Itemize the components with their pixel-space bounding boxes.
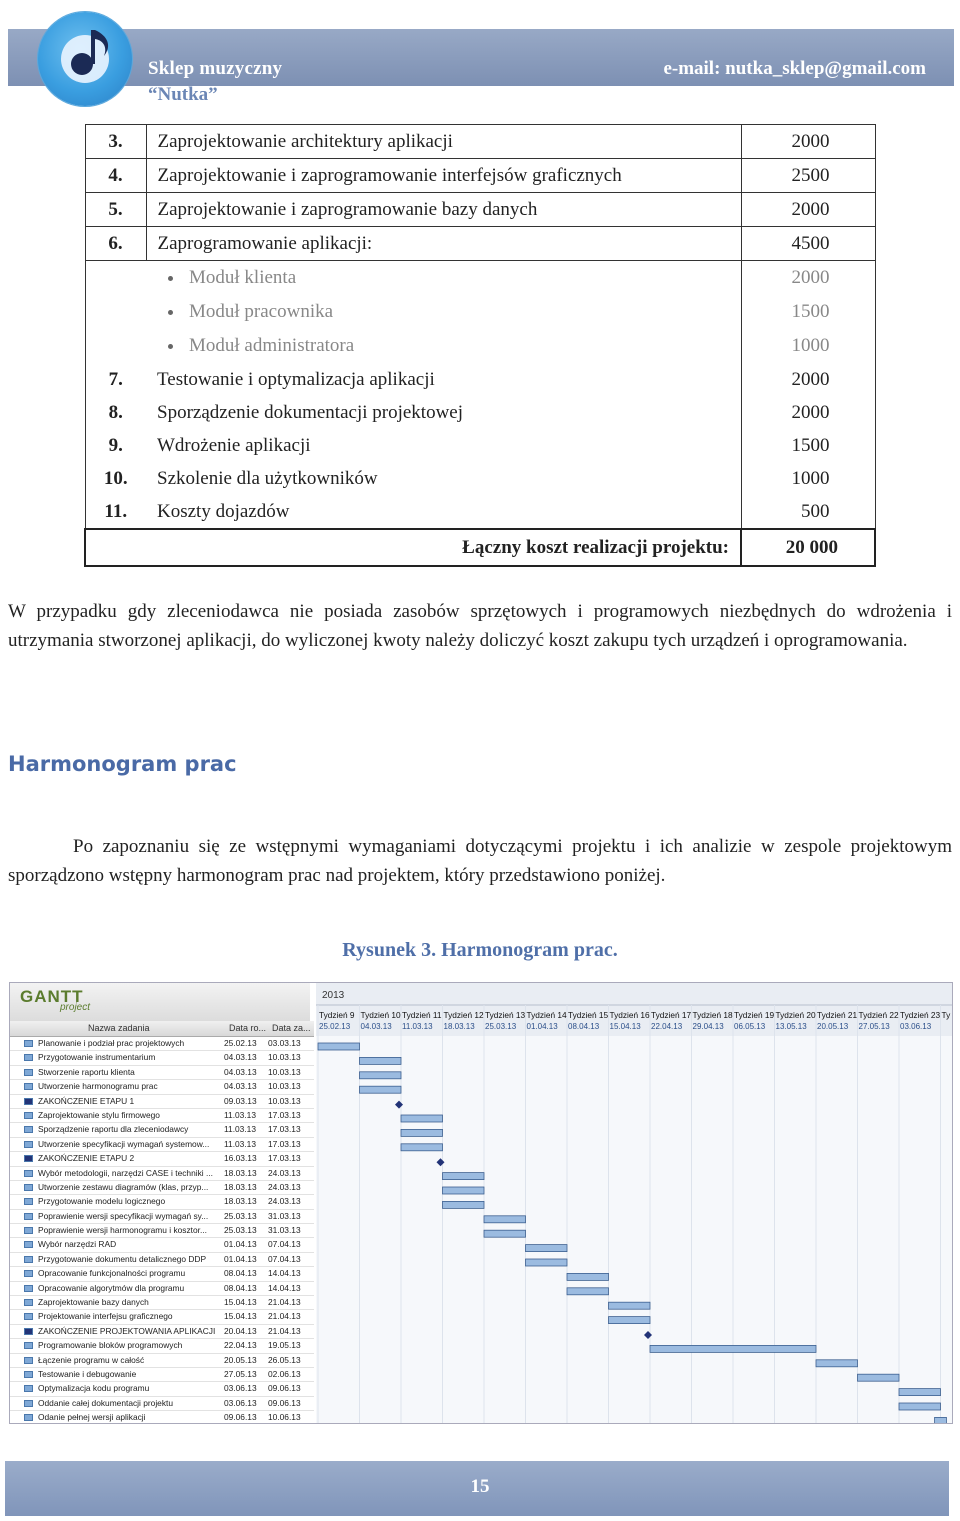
task-icon: [24, 1054, 33, 1061]
task-bar: [401, 1115, 443, 1122]
task-bar: [526, 1245, 568, 1252]
task-start: 20.05.13: [224, 1354, 257, 1365]
gantt-task-row[interactable]: [10, 1310, 314, 1324]
task-start: 25.03.13: [224, 1210, 257, 1221]
task-bar: [484, 1230, 526, 1237]
subrow-description: [146, 261, 741, 296]
task-bar: [360, 1057, 402, 1064]
row-number: 9.: [85, 429, 146, 462]
gantt-task-row[interactable]: [10, 1238, 314, 1252]
task-icon: [24, 1313, 33, 1320]
task-icon: [24, 1083, 33, 1090]
gantt-task-row[interactable]: [10, 1210, 314, 1224]
task-end: 19.05.13: [268, 1340, 301, 1351]
row-value: 1000: [741, 462, 875, 495]
task-name: Planowanie i podział prac projektowych: [38, 1038, 185, 1048]
cost-row: [85, 193, 875, 227]
row-value: 4500: [741, 227, 875, 261]
total-row: [85, 529, 875, 566]
week-label: Tydzień 18: [692, 1010, 733, 1020]
task-icon: [24, 1342, 33, 1349]
task-end: 10.03.13: [268, 1052, 301, 1063]
task-icon: [24, 1299, 33, 1306]
week-label: Tydzień 23: [900, 1010, 941, 1020]
task-bar: [899, 1403, 941, 1410]
task-icon: [24, 1400, 33, 1407]
task-icon: [24, 1213, 33, 1220]
gantt-logo-sub: project: [60, 1002, 91, 1013]
cost-row: [85, 429, 875, 462]
task-icon: [24, 1256, 33, 1263]
music-note-icon: [38, 12, 132, 106]
task-end: 10.03.13: [268, 1081, 301, 1092]
task-end: 17.03.13: [268, 1138, 301, 1149]
cost-subrow: [85, 295, 875, 329]
task-start: 03.06.13: [224, 1383, 257, 1394]
task-bar: [609, 1302, 651, 1309]
task-start: 08.04.13: [224, 1268, 257, 1279]
gantt-task-row[interactable]: [10, 1296, 314, 1310]
task-start: 18.03.13: [224, 1196, 257, 1207]
week-label: Tydzień 11: [402, 1010, 442, 1020]
row-description: Wdrożenie aplikacji: [146, 429, 741, 462]
col-name-header: Nazwa zadania: [88, 1023, 150, 1033]
task-start: 04.03.13: [224, 1081, 257, 1092]
subrow-value: 2000: [741, 261, 875, 296]
task-start: 09.06.13: [224, 1412, 257, 1423]
task-icon: [24, 1357, 33, 1364]
task-start: 04.03.13: [224, 1052, 257, 1063]
gantt-task-row[interactable]: [10, 1325, 314, 1339]
row-description: Zaprojektowanie i zaprogramowanie bazy danych: [146, 193, 741, 227]
week-date: 25.02.13: [319, 1022, 351, 1031]
task-bar: [899, 1389, 941, 1396]
week-label: Tydzień 20: [775, 1010, 816, 1020]
week-date: 20.05.13: [817, 1022, 849, 1031]
gantt-task-row[interactable]: [10, 1181, 314, 1195]
task-icon: [24, 1414, 33, 1421]
task-name: Poprawienie wersji specyfikacji wymagań sy...: [38, 1210, 209, 1221]
task-start: 27.05.13: [224, 1368, 257, 1379]
cost-row: [85, 227, 875, 261]
paragraph-schedule: Po zapoznaniu się ze wstępnymi wymaganiami dotyczącymi projektu i ich analizie w zespole projektowym sporządzono wstępny harmonogram prac nad projektem, który przedstawiono poniżej.: [8, 836, 952, 886]
gantt-task-row[interactable]: [10, 1354, 314, 1368]
task-icon: [24, 1141, 33, 1148]
subrow-label: Moduł administratora: [189, 335, 355, 356]
week-label: Tydzień 22: [858, 1010, 899, 1020]
subrow-empty: [85, 261, 146, 296]
week-date: 01.04.13: [526, 1022, 558, 1031]
row-description: Testowanie i optymalizacja aplikacji: [146, 363, 741, 396]
task-start: 25.03.13: [224, 1225, 257, 1236]
bullet-icon: [168, 344, 173, 349]
task-icon: [24, 1285, 33, 1292]
subrow-label: Moduł pracownika: [189, 301, 334, 322]
gantt-task-row[interactable]: [10, 1253, 314, 1267]
gantt-logo-text: GANTT: [20, 987, 84, 1006]
task-end: 10.06.13: [268, 1412, 301, 1423]
task-end: 21.04.13: [268, 1325, 301, 1336]
task-name: Optymalizacja kodu programu: [38, 1383, 150, 1394]
row-description: Zaprojektowanie i zaprogramowanie interfejsów graficznych: [146, 159, 741, 193]
week-label: Tydzień 14: [526, 1010, 567, 1020]
week-label: Tydzień 9: [319, 1010, 355, 1020]
gantt-task-row[interactable]: [10, 1411, 314, 1424]
task-end: 14.04.13: [268, 1268, 301, 1279]
week-label: Tydzień 17: [651, 1010, 692, 1020]
cost-row: [85, 159, 875, 193]
task-start: 01.04.13: [224, 1253, 257, 1264]
row-number: 6.: [85, 227, 146, 261]
task-start: 22.04.13: [224, 1340, 257, 1351]
task-bar: [443, 1187, 485, 1194]
row-value: 1500: [741, 429, 875, 462]
task-start: 08.04.13: [224, 1282, 257, 1293]
subrow-value: 1000: [741, 329, 875, 363]
task-start: 15.04.13: [224, 1297, 257, 1308]
week-label: Tydzień 15: [568, 1010, 609, 1020]
task-bar: [816, 1360, 858, 1367]
row-number: 7.: [85, 363, 146, 396]
week-date: 25.03.13: [485, 1022, 517, 1031]
cost-row: [85, 462, 875, 495]
task-icon: [24, 1184, 33, 1191]
gantt-task-row[interactable]: [10, 1267, 314, 1281]
cost-row: [85, 125, 875, 159]
week-date: 03.06.13: [900, 1022, 932, 1031]
task-start: 09.03.13: [224, 1095, 257, 1106]
row-number: 8.: [85, 396, 146, 429]
task-bar: [935, 1417, 947, 1423]
gantt-task-row[interactable]: [10, 1080, 314, 1094]
row-description: Zaprogramowanie aplikacji:: [146, 227, 741, 261]
task-start: 15.04.13: [224, 1311, 257, 1322]
week-date: 15.04.13: [609, 1022, 641, 1031]
task-end: 21.04.13: [268, 1311, 301, 1322]
task-name: Stworzenie raportu klienta: [38, 1066, 135, 1077]
task-end: 24.03.13: [268, 1167, 301, 1178]
week-date: 06.05.13: [734, 1022, 766, 1031]
task-name: ZAKOŃCZENIE ETAPU 1: [38, 1095, 135, 1106]
task-end: 17.03.13: [268, 1124, 301, 1135]
task-icon: [24, 1227, 33, 1234]
task-end: 31.03.13: [268, 1210, 301, 1221]
row-value: 2000: [741, 193, 875, 227]
gantt-task-row[interactable]: [10, 1095, 314, 1109]
row-number: 3.: [85, 125, 146, 159]
task-name: Utworzenie specyfikacji wymagań systemow...: [38, 1138, 210, 1149]
gantt-task-row[interactable]: [10, 1224, 314, 1238]
cost-subrow: [85, 261, 875, 296]
task-bar: [443, 1201, 485, 1208]
week-date: 29.04.13: [692, 1022, 724, 1031]
task-bar: [401, 1144, 443, 1151]
row-description: Zaprojektowanie architektury aplikacji: [146, 125, 741, 159]
row-value: 2000: [741, 125, 875, 159]
task-name: Opracowanie algorytmów dla programu: [38, 1282, 185, 1293]
milestone-marker: [437, 1158, 445, 1166]
task-name: Programowanie bloków programowych: [38, 1340, 183, 1351]
task-name: Testowanie i debugowanie: [38, 1368, 137, 1379]
task-name: Oddanie całej dokumentacji projektu: [38, 1397, 174, 1408]
task-end: 17.03.13: [268, 1109, 301, 1120]
task-icon: [24, 1069, 33, 1076]
task-name: Przygotowanie modelu logicznego: [38, 1196, 166, 1207]
task-name: Odanie pełnej wersji aplikacji: [38, 1412, 146, 1423]
task-bar: [443, 1173, 485, 1180]
gantt-task-row[interactable]: [10, 1123, 314, 1137]
milestone-marker: [395, 1101, 403, 1109]
week-label: Tydzień 16: [609, 1010, 650, 1020]
gantt-task-row[interactable]: [10, 1282, 314, 1296]
task-start: 11.03.13: [224, 1138, 256, 1149]
bullet-icon: [168, 310, 173, 315]
gantt-task-row[interactable]: [10, 1109, 314, 1123]
task-end: 02.06.13: [268, 1368, 301, 1379]
task-icon: [24, 1270, 33, 1277]
gantt-task-row[interactable]: [10, 1382, 314, 1396]
task-end: 10.03.13: [268, 1095, 301, 1106]
page-number: 15: [470, 1476, 490, 1497]
col-end-header: Data za...: [272, 1023, 311, 1033]
row-description: Sporządzenie dokumentacji projektowej: [146, 396, 741, 429]
gantt-timeline: [316, 983, 952, 1423]
task-start: 03.06.13: [224, 1397, 257, 1408]
cost-row: [85, 396, 875, 429]
week-date: 08.04.13: [568, 1022, 600, 1031]
gantt-task-header: [10, 1021, 314, 1037]
task-name: Utworzenie zestawu diagramów (klas, przyp...: [38, 1181, 209, 1192]
cost-subrow: [85, 329, 875, 363]
cost-table: [84, 124, 876, 567]
milestone-marker: [644, 1331, 652, 1339]
task-name: Wybór metodologii, narzędzi CASE i techniki ...: [38, 1167, 213, 1178]
row-number: 4.: [85, 159, 146, 193]
shop-email: e-mail: nutka_sklep@gmail.com: [663, 58, 926, 79]
task-start: 20.04.13: [224, 1325, 257, 1336]
task-bar: [360, 1072, 402, 1079]
task-bar: [401, 1129, 443, 1136]
task-name: Zaprojektowanie stylu firmowego: [38, 1109, 160, 1120]
row-value: 2500: [741, 159, 875, 193]
gantt-chart: [9, 982, 953, 1424]
row-value: 500: [741, 495, 875, 529]
paragraph-hardware: W przypadku gdy zleceniodawca nie posiada zasobów sprzętowych i programowych niezbędnych do wdrożenia i utrzymania stworzonej aplikacji, do wyliczonej kwoty należy doliczyć koszt zakupu tych urządzeń i oprogramowania.: [8, 601, 952, 651]
task-start: 04.03.13: [224, 1066, 257, 1077]
week-label: Tydzień 19: [734, 1010, 775, 1020]
task-icon: [24, 1371, 33, 1378]
task-end: 07.04.13: [268, 1239, 301, 1250]
task-icon: [24, 1385, 33, 1392]
week-label: Tydzień 12: [443, 1010, 484, 1020]
task-name: Utworzenie harmonogramu prac: [38, 1081, 158, 1092]
task-end: 24.03.13: [268, 1181, 301, 1192]
task-icon: [24, 1241, 33, 1248]
row-value: 2000: [741, 396, 875, 429]
milestone-icon: [24, 1155, 33, 1162]
task-start: 11.03.13: [224, 1109, 256, 1120]
task-icon: [24, 1170, 33, 1177]
total-value: 20 000: [741, 529, 875, 566]
subrow-empty: [85, 329, 146, 363]
week-date: 27.05.13: [858, 1022, 890, 1031]
total-label: Łączny koszt realizacji projektu:: [85, 529, 741, 566]
task-bar: [567, 1288, 609, 1295]
task-name: ZAKOŃCZENIE PROJEKTOWANIA APLIKACJI: [38, 1325, 216, 1336]
gantt-task-list: [10, 1021, 314, 1424]
task-start: 18.03.13: [224, 1181, 257, 1192]
subrow-label: Moduł klienta: [189, 267, 297, 288]
task-start: 25.02.13: [224, 1038, 257, 1048]
task-end: 09.06.13: [268, 1383, 301, 1394]
task-end: 24.03.13: [268, 1196, 301, 1207]
task-bar: [360, 1086, 402, 1093]
task-bar: [567, 1273, 609, 1280]
task-start: 16.03.13: [224, 1153, 257, 1164]
task-end: 10.03.13: [268, 1066, 301, 1077]
gantt-task-row[interactable]: [10, 1138, 314, 1152]
subrow-value: 1500: [741, 295, 875, 329]
row-number: 11.: [85, 495, 146, 529]
col-start-header: Data ro...: [229, 1023, 267, 1033]
task-icon: [24, 1112, 33, 1119]
milestone-icon: [24, 1328, 33, 1335]
row-description: Szkolenie dla użytkowników: [146, 462, 741, 495]
gantt-task-row[interactable]: [10, 1152, 314, 1166]
gantt-task-row[interactable]: [10, 1037, 314, 1051]
row-description: Koszty dojazdów: [146, 495, 741, 529]
subrow-description: [146, 295, 741, 329]
row-number: 10.: [85, 462, 146, 495]
gantt-task-row[interactable]: [10, 1066, 314, 1080]
task-icon: [24, 1040, 33, 1047]
gantt-task-row[interactable]: [10, 1397, 314, 1411]
task-name: Opracowanie funkcjonalności programu: [38, 1268, 186, 1279]
milestone-icon: [24, 1098, 33, 1105]
bullet-icon: [168, 276, 173, 281]
gantt-timeline-svg: [316, 983, 952, 1423]
week-date: 22.04.13: [651, 1022, 683, 1031]
week-date: 18.03.13: [443, 1022, 475, 1031]
task-icon: [24, 1198, 33, 1205]
week-label: Ty: [941, 1010, 951, 1020]
gantt-task-row[interactable]: [10, 1051, 314, 1065]
week-date: 13.05.13: [775, 1022, 807, 1031]
task-name: Łączenie programu w całość: [38, 1354, 145, 1365]
task-name: Zaprojektowanie bazy danych: [38, 1297, 149, 1308]
week-date: 11.03.13: [402, 1022, 433, 1031]
task-name: ZAKOŃCZENIE ETAPU 2: [38, 1153, 135, 1164]
gantt-task-row[interactable]: [10, 1368, 314, 1382]
task-name: Wybór narzędzi RAD: [38, 1239, 117, 1250]
gantt-task-row[interactable]: [10, 1167, 314, 1181]
task-bar: [858, 1374, 900, 1381]
task-bar: [609, 1317, 651, 1324]
task-name: Przygotowanie instrumentarium: [38, 1052, 156, 1063]
section-title: Harmonogram prac: [8, 752, 237, 776]
subrow-empty: [85, 295, 146, 329]
year-label: 2013: [322, 990, 345, 1001]
row-number: 5.: [85, 193, 146, 227]
task-end: 21.04.13: [268, 1297, 301, 1308]
task-name: Sporządzenie raportu dla zleceniodawcy: [38, 1124, 189, 1135]
task-end: 17.03.13: [268, 1153, 301, 1164]
row-value: 2000: [741, 363, 875, 396]
task-bar: [318, 1043, 360, 1050]
task-start: 18.03.13: [224, 1167, 257, 1178]
cost-row: [85, 495, 875, 529]
task-name: Poprawienie wersji harmonogramu i kosztor...: [38, 1225, 207, 1236]
gantt-logo: [10, 983, 310, 1021]
task-bar: [650, 1345, 816, 1352]
task-end: 26.05.13: [268, 1354, 301, 1365]
task-end: 31.03.13: [268, 1225, 301, 1236]
task-name: Projektowanie interfejsu graficznego: [38, 1311, 173, 1322]
shop-name: Sklep muzyczny: [148, 58, 283, 79]
gantt-task-row[interactable]: [10, 1195, 314, 1209]
week-label: Tydzień 10: [360, 1010, 401, 1020]
week-label: Tydzień 21: [817, 1010, 858, 1020]
task-end: 07.04.13: [268, 1253, 301, 1264]
task-icon: [24, 1126, 33, 1133]
subrow-description: [146, 329, 741, 363]
task-bar: [526, 1259, 568, 1266]
gantt-task-row[interactable]: [10, 1339, 314, 1353]
week-date: 04.03.13: [360, 1022, 392, 1031]
shop-subtitle: “Nutka”: [148, 84, 218, 105]
task-name: Przygotowanie dokumentu detalicznego DDP: [38, 1253, 207, 1264]
task-start: 01.04.13: [224, 1239, 257, 1250]
task-end: 09.06.13: [268, 1397, 301, 1408]
task-bar: [484, 1216, 526, 1223]
cost-row: [85, 363, 875, 396]
task-start: 11.03.13: [224, 1124, 256, 1135]
task-end: 03.03.13: [268, 1038, 301, 1048]
task-end: 14.04.13: [268, 1282, 301, 1293]
week-label: Tydzień 13: [485, 1010, 526, 1020]
figure-caption: Rysunek 3. Harmonogram prac.: [342, 939, 618, 961]
